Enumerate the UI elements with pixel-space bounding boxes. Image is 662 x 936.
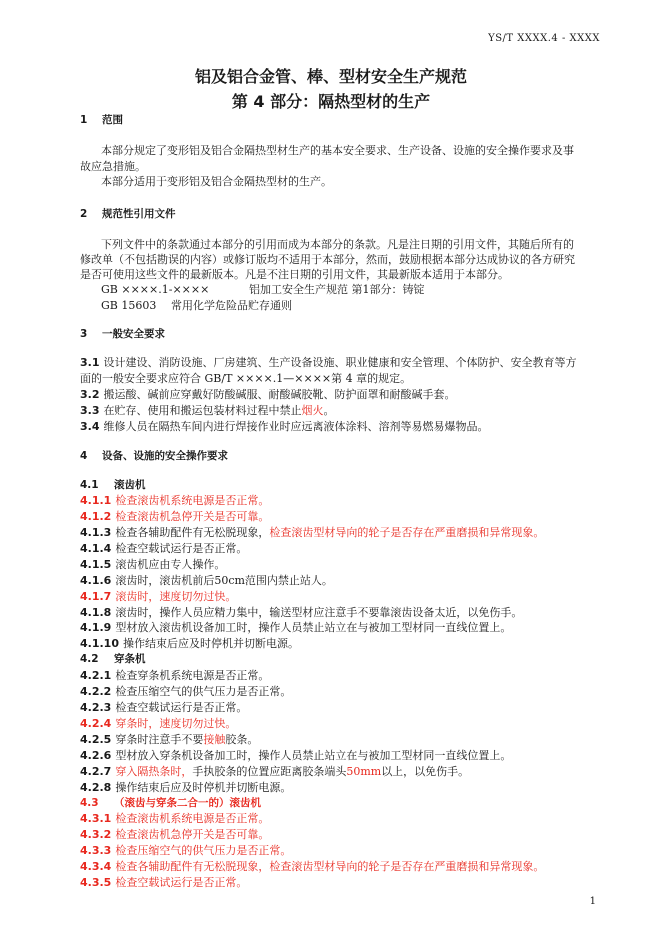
clause-4-2-3: [80, 699, 247, 715]
clause-4-3-5: [80, 874, 247, 890]
clause-text: 检查空载试运行是否正常。: [115, 701, 248, 714]
clause-4-1-3: [80, 524, 544, 540]
paragraph-line: 故应急措施。: [80, 160, 146, 173]
clause-text: 检查空载试运行是否正常。: [115, 542, 248, 555]
highlight-text: 50mm: [346, 765, 382, 778]
reference-code: GB 15603: [101, 299, 157, 312]
clause-text: 维修人员在隔热车间内进行焊接作业时应远离液体涂料、溶剂等易燃易爆物品。: [103, 420, 489, 433]
clause-text: 搬运酸、碱前应穿戴好防酸碱服、耐酸碱胶靴、防护面罩和耐酸碱手套。: [103, 388, 456, 401]
clause-4-2-4: [80, 715, 236, 731]
clause-text: 手执胶条的位置应距离胶条端头: [192, 765, 347, 778]
section-number: 3: [80, 328, 88, 340]
clause-4-1-9: [80, 619, 511, 635]
subsection-title: 滚齿机: [114, 479, 146, 491]
clause-number: 3.1: [80, 356, 100, 369]
paragraph-line: 下列文件中的条款通过本部分的引用而成为本部分的条款。凡是注日期的引用文件，其随后所有的: [101, 238, 574, 251]
clause-4-3-1: [80, 810, 269, 826]
clause-number: 4.2.1: [80, 669, 112, 682]
clause-text: 检查压缩空气的供气压力是否正常。: [115, 844, 292, 857]
subsection-number: 4.3: [80, 797, 99, 809]
clause-text: 检查压缩空气的供气压力是否正常。: [115, 685, 292, 698]
subsection-title: （滚齿与穿条二合一的）滚齿机: [114, 797, 261, 809]
clause-4-1-4: [80, 540, 247, 556]
clause-number: 4.1.1: [80, 494, 112, 507]
clause-number: 4.1.9: [80, 621, 112, 634]
reference-code: GB ××××.1-××××: [101, 283, 210, 296]
paragraph-line: 修改单（不包括勘误的内容）或修订版均不适用于本部分，然而，鼓励根据本部分达成协议的各方研究: [80, 253, 575, 266]
clause-text: 滚齿时，滚齿机前后50cm范围内禁止站人。: [115, 574, 333, 587]
highlight-text: 烟火: [301, 404, 324, 417]
clause-3-3: [80, 402, 335, 418]
highlight-text: 检查滚齿型材导向的轮子是否存在严重磨损和异常现象。: [269, 526, 545, 539]
reference-item: [101, 297, 292, 313]
clause-text: 。: [323, 404, 335, 417]
clause-number: 4.3.4: [80, 860, 112, 873]
section-number: 1: [80, 114, 88, 126]
clause-number: 4.1.4: [80, 542, 112, 555]
clause-4-2-2: [80, 683, 291, 699]
clause-text: 操作结束后应及时停机并切断电源。: [115, 781, 292, 794]
clause-number: 4.1.7: [80, 590, 112, 603]
clause-4-1-6: [80, 572, 333, 588]
subsection-4-3-heading: [80, 795, 261, 810]
clause-number: 4.2.2: [80, 685, 112, 698]
clause-number: 4.3.2: [80, 828, 112, 841]
clause-text: 胶条。: [225, 733, 259, 746]
clause-4-1-8: [80, 604, 522, 620]
clause-text: 检查滚齿机系统电源是否正常。: [115, 494, 270, 507]
clause-4-2-7: [80, 763, 469, 779]
clause-4-3-4: [80, 858, 544, 874]
clause-4-3-3: [80, 842, 291, 858]
document-title: 铝及铝合金管、棒、型材安全生产规范: [194, 67, 467, 86]
clause-4-1-7: [80, 588, 236, 604]
reference-title: 常用化学危险品贮存通则: [171, 299, 292, 312]
subsection-4-1-heading: [80, 477, 146, 492]
clause-number: 4.1.2: [80, 510, 112, 523]
clause-text: 穿条时注意手不要: [115, 733, 204, 746]
reference-title: 铝加工安全生产规范 第1部分：铸锭: [249, 283, 425, 296]
section-4-heading: [80, 448, 228, 463]
clause-number: 4.1.3: [80, 526, 112, 539]
clause-4-1-2: [80, 508, 269, 524]
clause-number: 4.2.7: [80, 765, 112, 778]
clause-number: 4.1.8: [80, 606, 112, 619]
clause-4-1-1: [80, 492, 269, 508]
page-number: 1: [589, 896, 596, 907]
section-number: 2: [80, 208, 88, 220]
clause-number: 4.2.8: [80, 781, 112, 794]
clause-number: 3.2: [80, 388, 100, 401]
document-code: YS/T XXXX.4 - XXXX: [488, 33, 600, 44]
clause-3-1: [80, 354, 577, 370]
clause-text: 在贮存、使用和搬运包装材料过程中禁止: [103, 404, 302, 417]
clause-number: 4.2.5: [80, 733, 112, 746]
clause-number: 4.2.3: [80, 701, 112, 714]
clause-text: 检查各辅助配件有无松脱现象，检查滚齿型材导向的轮子是否存在严重磨损和异常现象。: [115, 860, 545, 873]
clause-number: 4.2.6: [80, 749, 112, 762]
clause-4-2-8: [80, 779, 291, 795]
clause-text: 型材放入滚齿机设备加工时，操作人员禁止站立在与被加工型材同一直线位置上。: [115, 621, 512, 634]
section-1-heading: [80, 112, 123, 127]
paragraph-line: 本部分适用于变形铝及铝合金隔热型材的生产。: [101, 175, 332, 188]
subsection-title: 穿条机: [114, 653, 146, 665]
section-title: 设备、设施的安全操作要求: [102, 450, 228, 462]
clause-text: 设计建设、消防设施、厂房建筑、生产设备设施、职业健康和安全管理、个体防护、安全教育等方: [103, 356, 577, 369]
clause-number: 4.1.10: [80, 637, 119, 650]
clause-text: 检查穿条机系统电源是否正常。: [115, 669, 270, 682]
clause-text: 滚齿时，速度切勿过快。: [115, 590, 237, 603]
subsection-number: 4.2: [80, 653, 99, 665]
clause-text: 操作结束后应及时停机并切断电源。: [122, 637, 299, 650]
subsection-4-2-heading: [80, 651, 146, 666]
clause-3-2: [80, 386, 456, 402]
clause-4-3-2: [80, 826, 269, 842]
reference-item: [101, 281, 425, 297]
clause-text: 穿条时，速度切勿过快。: [115, 717, 237, 730]
section-title: 一般安全要求: [102, 328, 165, 340]
clause-number: 4.3.5: [80, 876, 112, 889]
highlight-text: 穿入隔热条时，: [115, 765, 193, 778]
clause-number: 4.2.4: [80, 717, 112, 730]
clause-3-4: [80, 418, 489, 434]
paragraph-line: 是否可使用这些文件的最新版本。凡是不注日期的引用文件，其最新版本适用于本部分。: [80, 268, 509, 281]
clause-4-1-5: [80, 556, 225, 572]
section-title: 范围: [102, 114, 123, 126]
clause-4-2-5: [80, 731, 258, 747]
clause-4-2-6: [80, 747, 511, 763]
clause-text: 检查滚齿机急停开关是否可靠。: [115, 510, 270, 523]
clause-text: 以上，以免伤手。: [381, 765, 470, 778]
paragraph-line: 本部分规定了变形铝及铝合金隔热型材生产的基本安全要求、生产设备、设施的安全操作要求及事: [101, 144, 574, 157]
subsection-number: 4.1: [80, 479, 99, 491]
section-3-heading: [80, 326, 165, 341]
clause-text: 型材放入穿条机设备加工时，操作人员禁止站立在与被加工型材同一直线位置上。: [115, 749, 512, 762]
clause-4-1-10: [80, 635, 299, 651]
clause-3-1-cont: 面的一般安全要求应符合 GB/T ××××.1—××××第 4 章的规定。: [80, 372, 412, 385]
clause-number: 3.4: [80, 420, 100, 433]
document-subtitle: 第 4 部分：隔热型材的生产: [231, 92, 431, 111]
clause-text: 滚齿时，操作人员应精力集中，输送型材应注意手不要靠滚齿设备太近，以免伤手。: [115, 606, 523, 619]
highlight-text: 接触: [203, 733, 226, 746]
clause-4-2-1: [80, 667, 269, 683]
section-title: 规范性引用文件: [102, 208, 176, 220]
section-2-heading: [80, 206, 176, 221]
clause-text: 检查空载试运行是否正常。: [115, 876, 248, 889]
clause-number: 4.3.3: [80, 844, 112, 857]
clause-text: 检查各辅助配件有无松脱现象，: [115, 526, 270, 539]
clause-text: 检查滚齿机急停开关是否可靠。: [115, 828, 270, 841]
clause-text: 滚齿机应由专人操作。: [115, 558, 226, 571]
clause-number: 3.3: [80, 404, 100, 417]
clause-number: 4.3.1: [80, 812, 112, 825]
clause-number: 4.1.5: [80, 558, 112, 571]
clause-number: 4.1.6: [80, 574, 112, 587]
section-number: 4: [80, 450, 88, 462]
clause-text: 检查滚齿机系统电源是否正常。: [115, 812, 270, 825]
